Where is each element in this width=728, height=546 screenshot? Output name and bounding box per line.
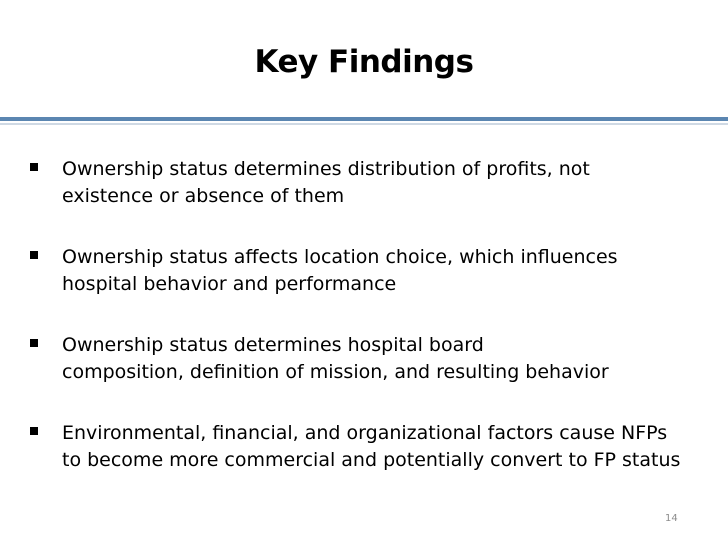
- square-bullet-icon: [30, 163, 38, 171]
- square-bullet-icon: [30, 251, 38, 259]
- bullet-text: [62, 332, 722, 386]
- bullet-line: Ownership status determines hospital board: [62, 334, 484, 356]
- bullet-item: [0, 156, 728, 244]
- bullet-line: Environmental, financial, and organizational factors cause NFPs: [62, 422, 668, 444]
- bullet-item: [0, 332, 728, 420]
- bullet-text: [62, 244, 722, 298]
- bullet-list: [0, 156, 728, 508]
- bullet-line: Ownership status determines distribution of profits, not: [62, 158, 590, 180]
- bullet-line: existence or absence of them: [62, 185, 345, 207]
- bullet-text: [62, 420, 722, 474]
- square-bullet-icon: [30, 339, 38, 347]
- slide-title: Key Findings: [254, 44, 474, 80]
- title-divider: [0, 117, 728, 125]
- bullet-line: to become more commercial and potentially convert to FP status: [62, 449, 681, 471]
- bullet-line: hospital behavior and performance: [62, 273, 397, 295]
- bullet-item: [0, 244, 728, 332]
- square-bullet-icon: [30, 427, 38, 435]
- bullet-line: Ownership status affects location choice, which influences: [62, 246, 618, 268]
- page-number: 14: [665, 513, 678, 524]
- divider-bottom-line: [0, 123, 728, 125]
- bullet-text: [62, 156, 722, 210]
- bullet-item: [0, 420, 728, 508]
- bullet-line: composition, definition of mission, and resulting behavior: [62, 361, 609, 383]
